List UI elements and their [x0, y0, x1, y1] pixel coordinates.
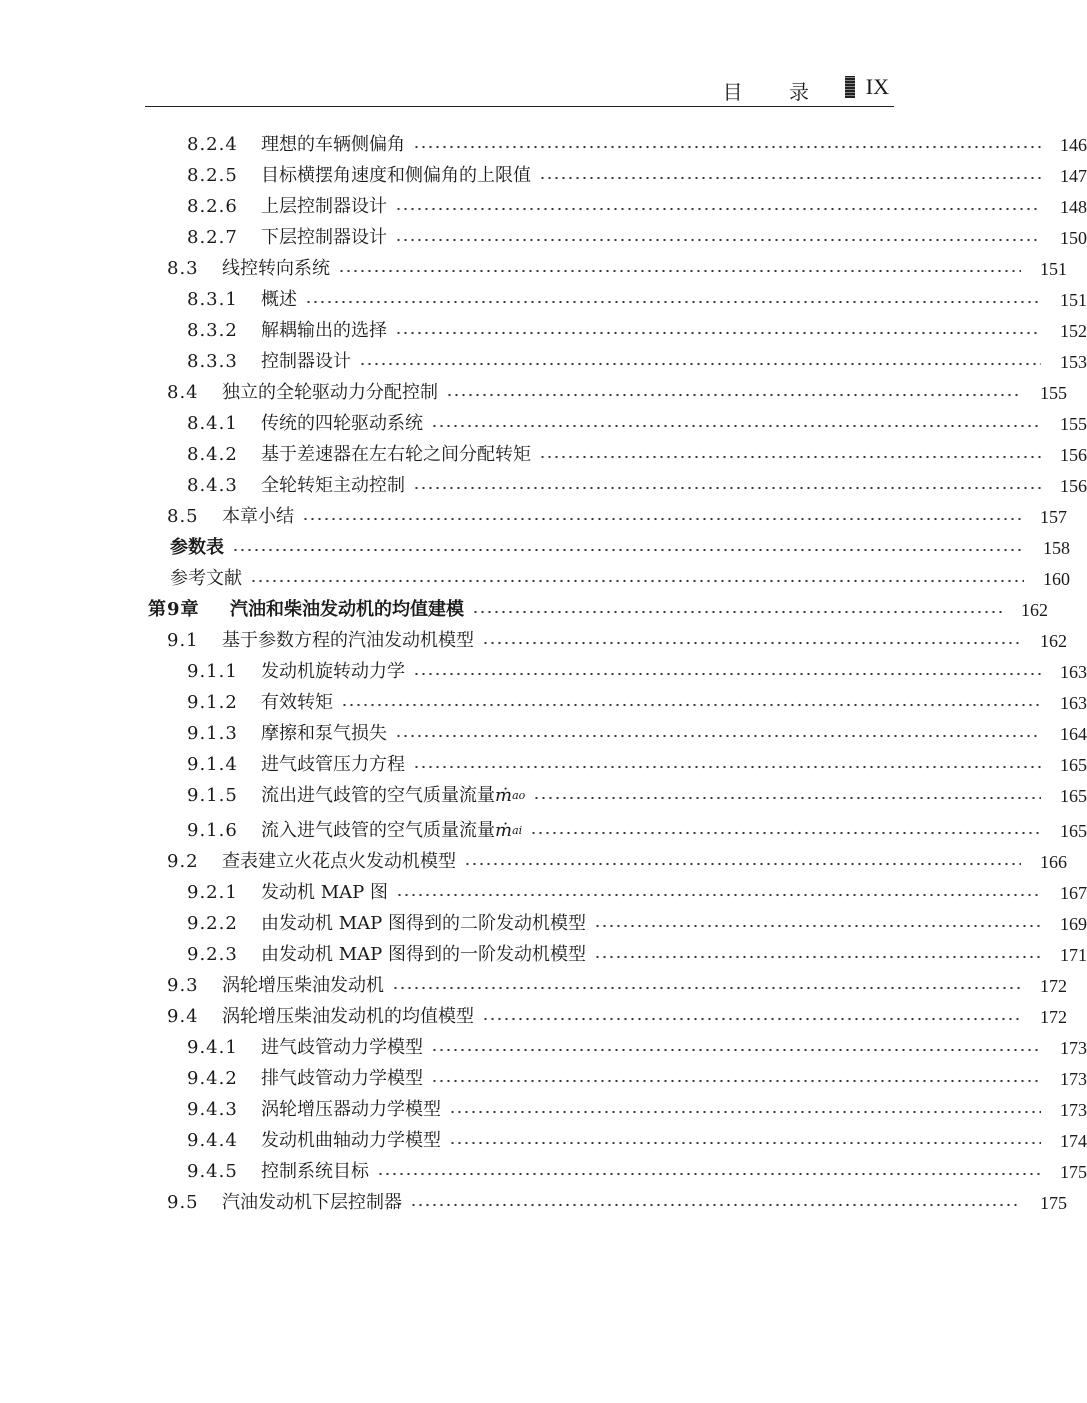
dot-leader	[395, 734, 1041, 738]
dot-leader	[377, 1172, 1041, 1176]
dot-leader	[413, 486, 1041, 490]
dot-leader	[533, 796, 1041, 800]
dot-leader	[431, 1048, 1041, 1052]
toc-entry[interactable]: 参考文献 160	[170, 568, 1070, 589]
toc-entry[interactable]: 8.3.1 概述 151	[187, 289, 1087, 310]
toc-entry[interactable]: 9.2 查表建立火花点火发动机模型 166	[167, 851, 1067, 872]
dot-leader	[446, 393, 1021, 397]
toc-entry[interactable]: 9.4.3 涡轮增压器动力学模型 173	[187, 1099, 1087, 1120]
toc-entry[interactable]: 9.1.4 进气歧管压力方程 165	[187, 754, 1087, 775]
toc-entry[interactable]: 9.4 涡轮增压柴油发动机的均值模型 172	[167, 1006, 1067, 1027]
toc-entry[interactable]: 8.5 本章小结 157	[167, 506, 1067, 527]
toc-entry[interactable]: 8.4.1 传统的四轮驱动系统 155	[187, 413, 1087, 434]
dot-leader	[431, 1079, 1041, 1083]
dot-leader	[431, 424, 1041, 428]
header-title: 目 录	[722, 80, 829, 104]
dot-leader	[482, 641, 1021, 645]
mass-flow-symbol: ṁ	[495, 785, 513, 806]
dot-leader	[539, 176, 1041, 180]
toc-entry[interactable]: 8.4.2 基于差速器在左右轮之间分配转矩 156	[187, 444, 1087, 465]
dot-leader	[359, 362, 1041, 366]
dot-leader	[539, 455, 1041, 459]
toc-entry[interactable]: 9.4.5 控制系统目标 175	[187, 1161, 1087, 1182]
dot-leader	[250, 579, 1024, 583]
dot-leader	[594, 955, 1041, 959]
toc-entry[interactable]: 9.5 汽油发动机下层控制器 175	[167, 1192, 1067, 1213]
toc-entry[interactable]: 8.3.2 解耦输出的选择 152	[187, 320, 1087, 341]
toc-entry[interactable]: 8.2.4 理想的车辆侧偏角 146	[187, 134, 1087, 155]
dot-leader	[464, 862, 1021, 866]
dot-leader	[530, 831, 1041, 835]
dot-leader	[341, 703, 1041, 707]
toc-entry[interactable]: 9.2.2 由发动机 MAP 图得到的二阶发动机模型 169	[187, 913, 1087, 934]
dot-leader	[302, 517, 1021, 521]
toc-entry[interactable]: 8.4 独立的全轮驱动力分配控制 155	[167, 382, 1067, 403]
dot-leader	[392, 986, 1021, 990]
toc-entry[interactable]: 9.1 基于参数方程的汽油发动机模型 162	[167, 630, 1067, 651]
toc-entry[interactable]: 参数表 158	[170, 537, 1070, 558]
toc-entry[interactable]: 8.4.3 全轮转矩主动控制 156	[187, 475, 1087, 496]
toc-entry[interactable]: 9.2.3 由发动机 MAP 图得到的一阶发动机模型 171	[187, 944, 1087, 965]
toc-entry[interactable]: 9.2.1 发动机 MAP 图 167	[187, 882, 1087, 903]
dot-leader	[449, 1141, 1041, 1145]
toc-entry[interactable]: 9.3 涡轮增压柴油发动机 172	[167, 975, 1067, 996]
dot-leader	[395, 207, 1041, 211]
dot-leader	[396, 893, 1041, 897]
toc-entry[interactable]: 8.2.6 上层控制器设计 148	[187, 196, 1087, 217]
mass-flow-subscript: ao	[512, 789, 526, 802]
dot-leader	[413, 672, 1041, 676]
toc-entry[interactable]: 9.4.4 发动机曲轴动力学模型 174	[187, 1130, 1087, 1151]
toc-entry[interactable]: 8.3 线控转向系统 151	[167, 258, 1067, 279]
dot-leader	[594, 924, 1041, 928]
dot-leader	[395, 331, 1041, 335]
mass-flow-symbol: ṁ	[495, 820, 513, 841]
dot-leader	[395, 238, 1041, 242]
toc-entry[interactable]: 8.3.3 控制器设计 153	[187, 351, 1087, 372]
toc-entry[interactable]: 9.1.2 有效转矩 163	[187, 692, 1087, 713]
dot-leader	[410, 1203, 1021, 1207]
dot-leader	[232, 548, 1024, 552]
toc-entry[interactable]: 9.4.1 进气歧管动力学模型 173	[187, 1037, 1087, 1058]
toc-entry[interactable]: 9.4.2 排气歧管动力学模型 173	[187, 1068, 1087, 1089]
header-page-number: IX	[865, 74, 889, 99]
dot-leader	[449, 1110, 1041, 1114]
dot-leader	[472, 610, 1002, 614]
toc-entry[interactable]: 8.2.5 目标横摆角速度和侧偏角的上限值 147	[187, 165, 1087, 186]
dot-leader	[413, 765, 1041, 769]
toc-chapter-entry[interactable]: 第9章 汽油和柴油发动机的均值建模 162	[148, 599, 1048, 620]
dot-leader	[482, 1017, 1021, 1021]
mass-flow-subscript: ai	[512, 824, 523, 837]
toc-entry[interactable]: 9.1.1 发动机旋转动力学 163	[187, 661, 1087, 682]
dot-leader	[413, 145, 1041, 149]
toc-entry[interactable]: 9.1.6 流入进气歧管的空气质量流量 ṁ ai 165	[0, 818, 1087, 844]
toc-entry[interactable]: 8.2.7 下层控制器设计 150	[187, 227, 1087, 248]
toc-entry[interactable]: 9.1.5 流出进气歧管的空气质量流量 ṁ ao 165	[0, 783, 1087, 809]
toc-entry[interactable]: 9.1.3 摩擦和泵气损失 164	[187, 723, 1087, 744]
dot-leader	[305, 300, 1041, 304]
dot-leader	[338, 269, 1021, 273]
